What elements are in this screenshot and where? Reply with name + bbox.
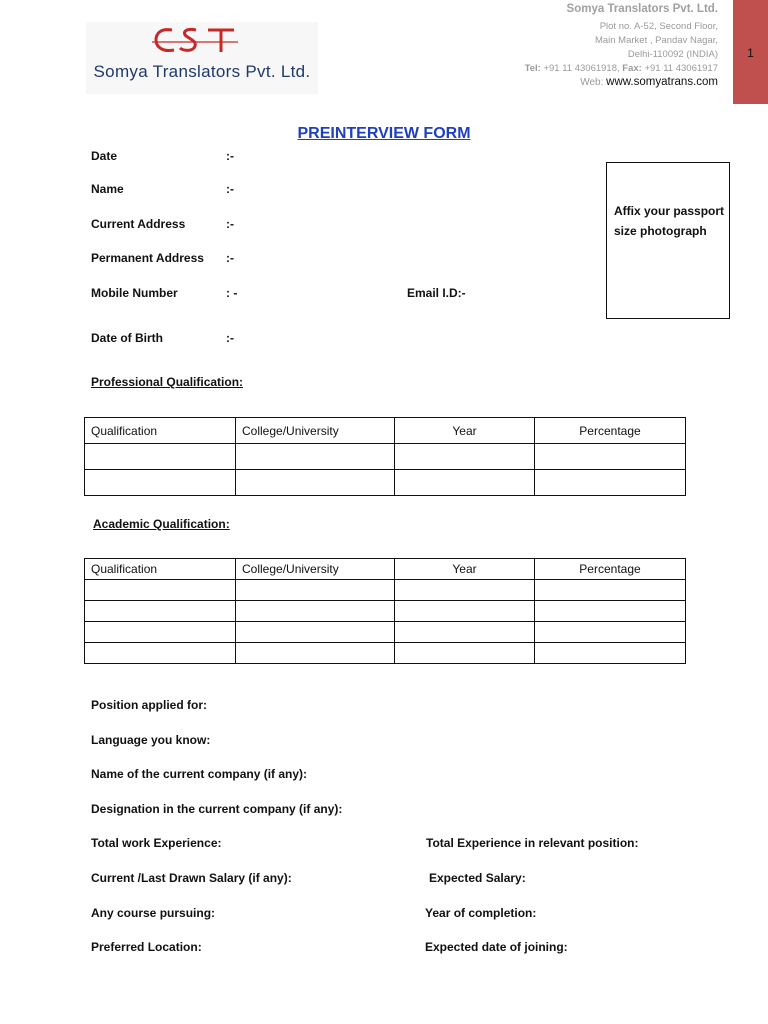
col-college: College/University <box>236 418 395 444</box>
logo-mark-icon <box>150 22 240 58</box>
page-title: PREINTERVIEW FORM <box>297 125 471 142</box>
table-cell[interactable] <box>395 622 535 643</box>
table-cell[interactable] <box>236 643 395 664</box>
table-cell[interactable] <box>395 444 535 470</box>
salary-label: Current /Last Drawn Salary (if any): <box>91 871 292 885</box>
table-cell[interactable] <box>236 622 395 643</box>
table-cell[interactable] <box>535 470 686 496</box>
tel-value: +91 11 43061918, <box>543 63 620 74</box>
logo-mark-text: CSI <box>150 22 152 23</box>
current-address-label: Current Address <box>91 217 186 231</box>
header-address-3: Delhi-110092 (INDIA) <box>627 49 718 60</box>
permanent-address-label: Permanent Address <box>91 251 204 265</box>
permanent-address-sep: :- <box>226 251 234 265</box>
table-header-row <box>85 418 686 444</box>
table-cell[interactable] <box>395 643 535 664</box>
table-cell[interactable] <box>535 444 686 470</box>
professional-heading: Professional Qualification: <box>91 375 244 389</box>
col-qualification: Qualification <box>85 559 236 580</box>
table-cell[interactable] <box>85 580 236 601</box>
table-cell[interactable] <box>236 444 395 470</box>
total-experience-label: Total work Experience: <box>91 836 222 850</box>
table-cell[interactable] <box>535 643 686 664</box>
col-qualification: Qualification <box>85 418 236 444</box>
table-cell[interactable] <box>395 580 535 601</box>
location-label: Preferred Location: <box>91 940 202 954</box>
dob-label: Date of Birth <box>91 331 163 345</box>
col-year: Year <box>395 559 535 580</box>
photo-instructions: Affix your passport size photograph <box>614 204 725 238</box>
fax-value: +91 11 43061917 <box>644 63 718 74</box>
mobile-sep: : - <box>226 286 238 300</box>
table-cell[interactable] <box>85 444 236 470</box>
table-cell[interactable] <box>236 580 395 601</box>
table-cell[interactable] <box>535 622 686 643</box>
web-label: Web: <box>580 77 604 88</box>
joining-label: Expected date of joining: <box>425 940 568 954</box>
col-college: College/University <box>236 559 395 580</box>
professional-table <box>84 417 686 496</box>
academic-table <box>84 558 686 664</box>
table-cell[interactable] <box>85 601 236 622</box>
logo-name: Somya Translators Pvt. Ltd. <box>93 62 311 81</box>
position-label: Position applied for: <box>91 698 207 712</box>
table-cell[interactable] <box>236 601 395 622</box>
table-cell[interactable] <box>85 643 236 664</box>
table-row <box>85 622 686 643</box>
academic-heading: Academic Qualification: <box>93 517 230 531</box>
table-row <box>85 601 686 622</box>
fax-label: Fax: <box>622 63 642 74</box>
table-row <box>85 470 686 496</box>
table-cell[interactable] <box>395 470 535 496</box>
header-contact <box>525 63 718 74</box>
col-percentage: Percentage <box>535 559 686 580</box>
page-number: 1 <box>747 46 754 60</box>
course-label: Any course pursuing: <box>91 906 216 920</box>
table-cell[interactable] <box>236 470 395 496</box>
expected-salary-label: Expected Salary: <box>429 871 526 885</box>
current-address-sep: :- <box>226 217 234 231</box>
table-row <box>85 444 686 470</box>
table-cell[interactable] <box>535 580 686 601</box>
header-web <box>580 76 718 88</box>
table-cell[interactable] <box>535 601 686 622</box>
date-label: Date <box>91 149 118 163</box>
table-cell[interactable] <box>395 601 535 622</box>
table-row <box>85 580 686 601</box>
name-sep: :- <box>226 182 234 196</box>
web-value: www.somyatrans.com <box>606 76 718 88</box>
table-cell[interactable] <box>85 622 236 643</box>
header-address-2: Main Market , Pandav Nagar, <box>594 35 718 46</box>
relevant-experience-label: Total Experience in relevant position: <box>426 836 639 850</box>
dob-sep: :- <box>226 331 234 345</box>
col-percentage: Percentage <box>535 418 686 444</box>
table-cell[interactable] <box>85 470 236 496</box>
current-company-label: Name of the current company (if any): <box>91 767 308 781</box>
table-row <box>85 643 686 664</box>
header-company: Somya Translators Pvt. Ltd. <box>566 3 718 15</box>
language-label: Language you know: <box>91 733 211 747</box>
mobile-label: Mobile Number <box>91 286 178 300</box>
date-sep: :- <box>226 149 234 163</box>
designation-label: Designation in the current company (if any): <box>91 802 343 816</box>
col-year: Year <box>395 418 535 444</box>
name-label: Name <box>91 182 124 196</box>
completion-label: Year of completion: <box>425 906 537 920</box>
tel-label: Tel: <box>524 63 541 74</box>
email-label: Email I.D:- <box>407 286 466 300</box>
table-header-row <box>85 559 686 580</box>
header-address-1: Plot no. A-52, Second Floor, <box>599 21 718 32</box>
